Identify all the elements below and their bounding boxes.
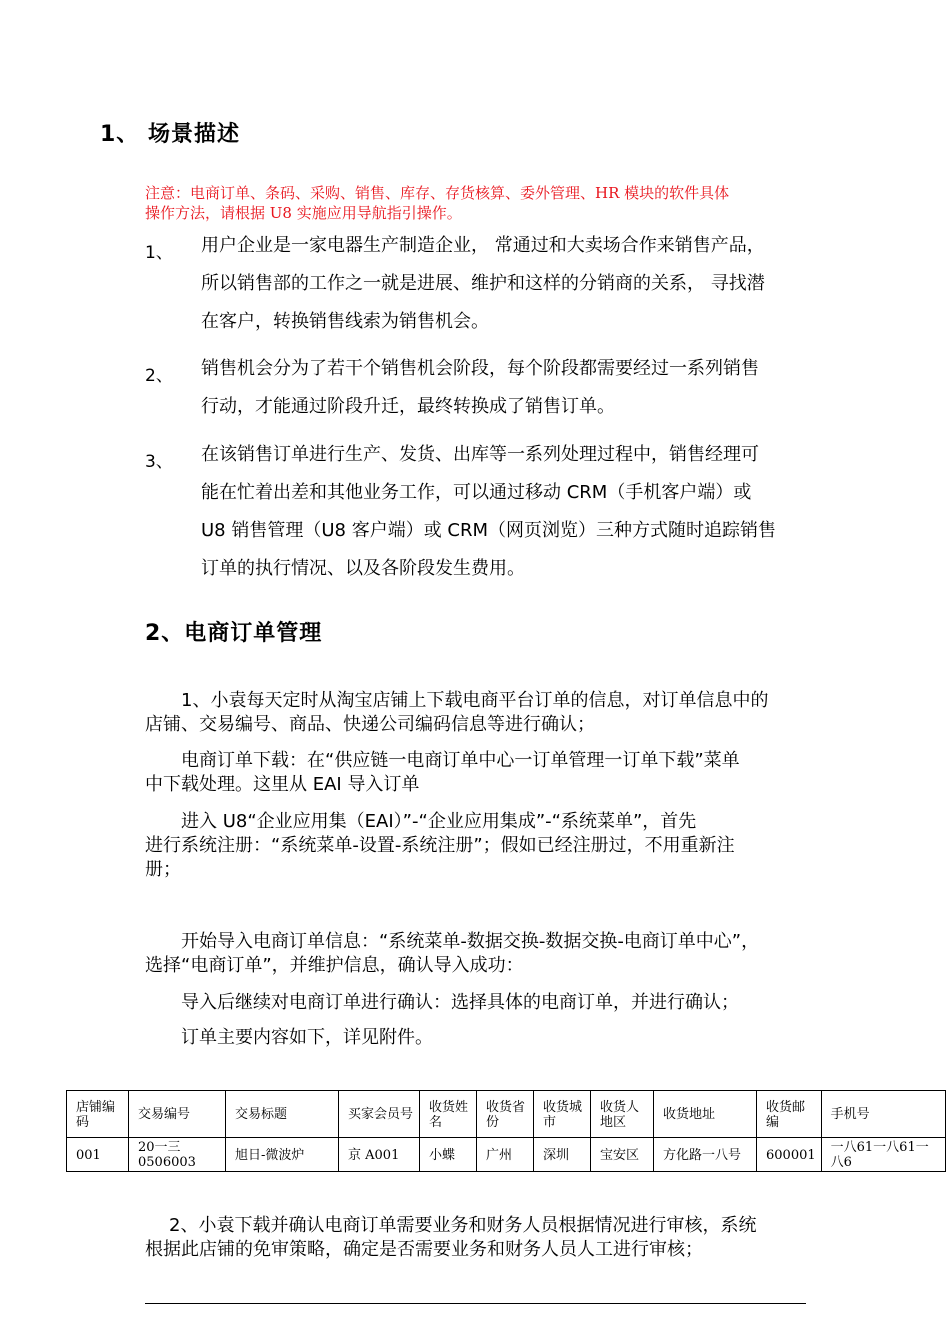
item-line: U8 销售管理（U8 客户端）或 CRM（网页浏览）三种方式随时追踪销售 [201, 520, 777, 541]
table-cell: 001 [67, 1138, 129, 1172]
table-cell: 宝安区 [591, 1138, 654, 1172]
order-table [66, 1090, 946, 1172]
table-header-cell: 收货邮编 [757, 1091, 822, 1138]
table-header-cell: 收货地址 [654, 1091, 757, 1138]
bottom-rule [145, 1303, 806, 1304]
table-header-cell: 店铺编码 [67, 1091, 129, 1138]
paragraph-line: 根据此店铺的免审策略，确定是否需要业务和财务人员人工进行审核； [145, 1239, 703, 1260]
table-cell: 20一三0506003 [129, 1138, 226, 1172]
notice-text [145, 183, 729, 223]
table-header-cell: 手机号 [821, 1091, 945, 1138]
paragraph-line: 进入 U8“企业应用集（EAI）”-“企业应用集成”-“系统菜单”，首先 [181, 811, 697, 832]
paragraph-line: 选择“电商订单”，并维护信息，确认导入成功： [145, 955, 524, 976]
paragraph-line: 2、小袁下载并确认电商订单需要业务和财务人员根据情况进行审核，系统 [169, 1215, 757, 1236]
item-line: 能在忙着出差和其他业务工作，可以通过移动 CRM（手机客户端）或 [201, 482, 752, 503]
paragraph-line: 开始导入电商订单信息：“系统菜单-数据交换-数据交换-电商订单中心”， [181, 931, 760, 952]
table-cell: 深圳 [534, 1138, 591, 1172]
notice-line: 注意：电商订单、条码、采购、销售、库存、存货核算、委外管理、HR 模块的软件具体 [145, 184, 730, 202]
paragraph-download-menu [145, 749, 825, 797]
item-number: 2、 [145, 366, 173, 386]
table-header-cell: 收货人地区 [591, 1091, 654, 1138]
table-header-cell: 收货姓名 [420, 1091, 477, 1138]
section-1-heading: 1、 场景描述 [100, 122, 240, 147]
item-line: 订单的执行情况、以及各阶段发生费用。 [201, 558, 525, 579]
table-header-cell: 交易编号 [129, 1091, 226, 1138]
table-cell: 京 A001 [339, 1138, 420, 1172]
paragraph-order-content: 订单主要内容如下，详见附件。 [181, 1027, 433, 1048]
paragraph-line: 进行系统注册：“系统菜单-设置-系统注册”；假如已经注册过，不用重新注 [145, 835, 735, 856]
paragraph-line: 店铺、交易编号、商品、快递公司编码信息等进行确认； [145, 714, 595, 735]
table-cell: 600001 [757, 1138, 822, 1172]
item-number: 1、 [145, 243, 173, 263]
paragraph-line: 册； [145, 859, 181, 880]
scenario-item-1 [201, 227, 765, 341]
paragraph-import [145, 930, 835, 978]
notice-line: 操作方法，请根据 U8 实施应用导航指引操作。 [145, 204, 462, 222]
paragraph-line: 电商订单下载：在“供应链一电商订单中心一订单管理一订单下载”菜单 [181, 750, 740, 771]
table-header-row [67, 1091, 946, 1138]
paragraph-download [145, 689, 825, 737]
item-number: 3、 [145, 452, 173, 472]
item-line: 所以销售部的工作之一就是进展、维护和这样的分销商的关系， 寻找潜 [201, 273, 765, 294]
item-line: 在该销售订单进行生产、发货、出库等一系列处理过程中，销售经理可 [201, 444, 759, 465]
scenario-item-2 [201, 350, 759, 426]
table-cell: 方化路一八号 [654, 1138, 757, 1172]
table-cell: 广州 [477, 1138, 534, 1172]
item-line: 在客户，转换销售线索为销售机会。 [201, 311, 489, 332]
table-cell: 小蝶 [420, 1138, 477, 1172]
paragraph-line: 中下载处理。这里从 EAI 导入订单 [145, 774, 420, 795]
paragraph-line: 1、小袁每天定时从淘宝店铺上下载电商平台订单的信息，对订单信息中的 [181, 690, 769, 711]
paragraph-eai-register [145, 810, 825, 882]
paragraph-review [145, 1214, 835, 1262]
item-line: 行动，才能通过阶段升迁，最终转换成了销售订单。 [201, 396, 615, 417]
table-cell: 一八61一八61一八6 [821, 1138, 945, 1172]
section-2-heading: 2、电商订单管理 [145, 621, 323, 646]
table-header-cell: 交易标题 [226, 1091, 339, 1138]
item-line: 用户企业是一家电器生产制造企业， 常通过和大卖场合作来销售产品， [201, 235, 765, 256]
item-line: 销售机会分为了若干个销售机会阶段，每个阶段都需要经过一系列销售 [201, 358, 759, 379]
table-cell: 旭日-微波炉 [226, 1138, 339, 1172]
paragraph-confirm: 导入后继续对电商订单进行确认：选择具体的电商订单，并进行确认； [181, 992, 739, 1013]
scenario-item-3 [201, 436, 776, 588]
table-header-cell: 收货城市 [534, 1091, 591, 1138]
table-row [67, 1138, 946, 1172]
table-header-cell: 收货省份 [477, 1091, 534, 1138]
table-header-cell: 买家会员号 [339, 1091, 420, 1138]
